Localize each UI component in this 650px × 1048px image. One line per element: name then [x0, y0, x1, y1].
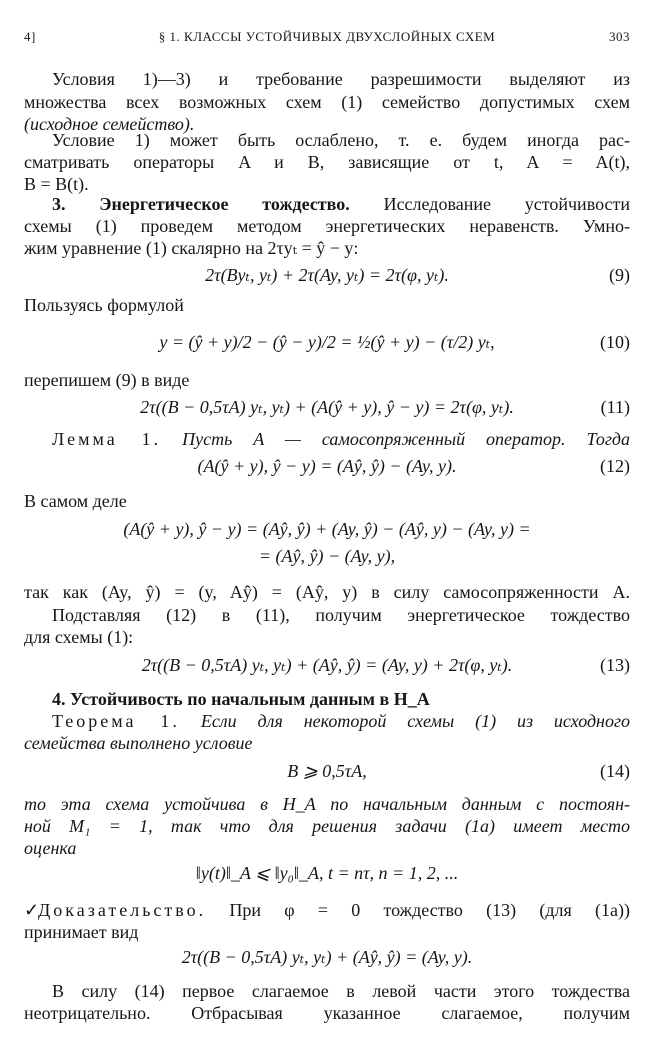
text-line: сматривать операторы A и B, зависящие от t, A = A(t),: [24, 152, 630, 172]
text-line: схемы (1) проведем методом энергетических неравенств. Умно-: [24, 216, 630, 236]
equation-number: (9): [609, 265, 630, 285]
header-left: 4]: [24, 29, 36, 44]
section-title: 3. Энергетическое тождество.: [52, 194, 350, 214]
equation-13: [24, 654, 630, 676]
section-title: 4. Устойчивость по начальным данным в H_A: [52, 689, 430, 709]
text-span: Исследование устойчивости: [349, 194, 630, 214]
equation-number: (14): [600, 761, 630, 781]
equation-number: (13): [600, 655, 630, 675]
text-line: множества всех возможных схем (1) семейство допустимых схем: [24, 92, 630, 112]
equation-proof-1: (A(ŷ + y), ŷ − y) = (Aŷ, ŷ) + (Ay, ŷ) − (Aŷ, y) − (Ay, y) =: [123, 519, 531, 539]
text-line: семейства выполнено условие: [24, 733, 253, 753]
text-line: В самом деле: [24, 491, 127, 511]
text-line: B = B(t).: [24, 174, 89, 194]
text-line: Пользуясь формулой: [24, 295, 184, 315]
equation-body: 2τ((B − 0,5τA) yₜ, yₜ) + (Aŷ, ŷ) = (Ay, y) + 2τ(φ, yₜ).: [141, 655, 513, 675]
equation-body: B ⩾ 0,5τA,: [287, 761, 367, 781]
equation-14: [24, 760, 630, 782]
text-line: ной M₁ = 1, так что для решения задачи (1a) имеет место: [24, 816, 630, 836]
theorem-text: Если для некоторой схемы (1) из исходного: [179, 711, 631, 731]
text-line: В силу (14) первое слагаемое в левой части этого тождества: [52, 981, 630, 1001]
lemma-text: Пусть A — самосопряженный оператор. Тогда: [161, 429, 630, 449]
equation-body: (A(ŷ + y), ŷ − y) = (Aŷ, ŷ) − (Ay, y).: [197, 456, 457, 476]
equation-estimate: ‖y(t)‖_A ⩽ ‖y₀‖_A, t = nτ, n = 1, 2, ...: [195, 863, 459, 883]
text-line: то эта схема устойчива в H_A по начальным данным с постоян-: [24, 794, 630, 814]
lemma-line: [52, 428, 630, 450]
lemma-label: Лемма 1.: [52, 429, 162, 449]
page-number: 303: [609, 29, 630, 44]
equation-10: [24, 331, 630, 353]
text-line: так как (Ay, ŷ) = (y, Aŷ) = (Aŷ, y) в силу самосопряженности A.: [24, 582, 630, 602]
proof-line: [24, 899, 630, 921]
text-line: Условие 1) может быть ослаблено, т. е. будем иногда рас-: [52, 130, 630, 150]
equation-body: 2τ((B − 0,5τA) yₜ, yₜ) + (A(ŷ + y), ŷ − y) = 2τ(φ, yₜ).: [140, 397, 514, 417]
equation-12: [24, 455, 630, 477]
equation-final: 2τ((B − 0,5τA) yₜ, yₜ) + (Aŷ, ŷ) = (Ay, y).: [181, 947, 473, 967]
proof-text: При φ = 0 тождество (13) (для (1a)): [206, 900, 630, 920]
theorem-line: [52, 710, 630, 732]
equation-body: 2τ(Byₜ, yₜ) + 2τ(Ay, yₜ) = 2τ(φ, yₜ).: [205, 265, 449, 285]
equation-proof-2: = (Aŷ, ŷ) − (Ay, y),: [258, 546, 396, 566]
equation-9: [24, 264, 630, 286]
header-title: § 1. КЛАССЫ УСТОЙЧИВЫХ ДВУХСЛОЙНЫХ СХЕМ: [158, 29, 496, 44]
text-line: Условия 1)—3) и требование разрешимости выделяют из: [52, 69, 630, 89]
equation-number: (10): [600, 332, 630, 352]
margin-mark: ✓: [24, 900, 40, 920]
section-heading-line: [52, 193, 630, 215]
text-line: жим уравнение (1) скалярно на 2τyₜ = ŷ − y:: [24, 238, 359, 258]
theorem-label: Теорема 1.: [52, 711, 180, 731]
text-line: неотрицательно. Отбрасывая указанное слагаемое, получим: [24, 1003, 630, 1023]
text-line: (исходное семейство).: [24, 114, 195, 134]
equation-body: y = (ŷ + y)/2 − (ŷ − y)/2 = ½(ŷ + y) − (τ/2) yₜ,: [159, 332, 495, 352]
proof-label: Доказательство.: [38, 900, 207, 920]
equation-number: (12): [600, 456, 630, 476]
equation-11: [24, 396, 630, 418]
text-line: принимает вид: [24, 922, 139, 942]
text-line: Подставляя (12) в (11), получим энергетическое тождество: [52, 605, 630, 625]
text-line: для схемы (1):: [24, 627, 134, 647]
equation-number: (11): [600, 397, 630, 417]
text-line: перепишем (9) в виде: [24, 370, 190, 390]
text-line: оценка: [24, 838, 77, 858]
